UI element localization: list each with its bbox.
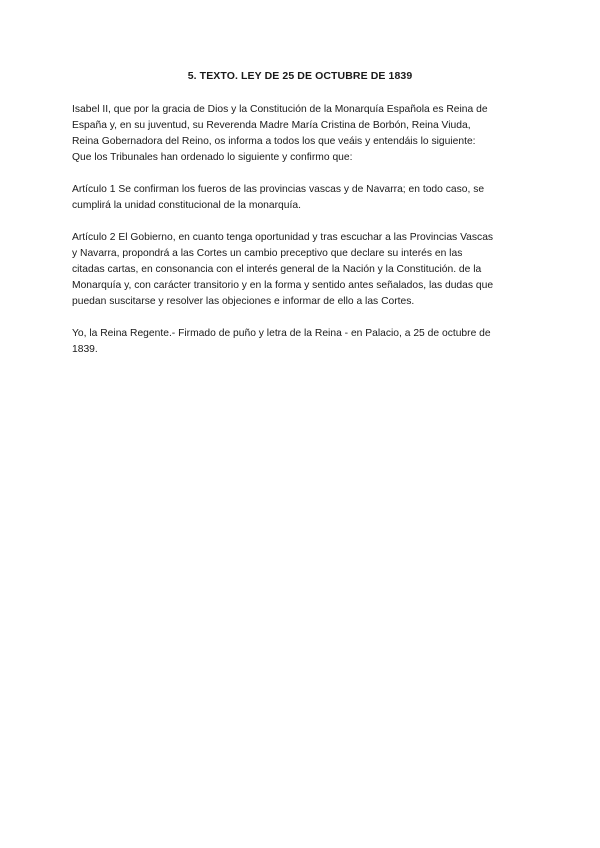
document-page <box>72 70 528 374</box>
document-title: 5. TEXTO. LEY DE 25 DE OCTUBRE DE 1839 <box>187 70 413 82</box>
signature-paragraph: Yo, la Reina Regente.- Firmado de puño y letra de la Reina - en Palacio, a 25 de octubre de 1839. <box>72 328 491 355</box>
intro-paragraph: Isabel II, que por la gracia de Dios y la Constitución de la Monarquía Española es Reina de España y, en su juventud, su Reverenda Madre María Cristina de Borbón, Reina Viuda, Reina Gobernadora del Reino, os informa a todos los que veáis y entendáis lo siguiente: Que los Tribunales han ordenado lo siguiente y confirmo que: <box>72 104 488 163</box>
article-2-paragraph: Artículo 2 El Gobierno, en cuanto tenga oportunidad y tras escuchar a las Provincias Vascas y Navarra, propondrá a las Cortes un cambio preceptivo que declare su interés en las citadas cartas, en consonancia con el interés general de la Nación y la Constitución. de la Monarquía y, con carácter transitorio y en la forma y sentido antes señalados, las dudas que puedan suscitarse y resolver las objeciones e informar de ello a las Cortes. <box>72 232 494 307</box>
article-1-paragraph: Artículo 1 Se confirman los fueros de las provincias vascas y de Navarra; en todo caso, se cumplirá la unidad constitucional de la monarquía. <box>72 184 485 211</box>
